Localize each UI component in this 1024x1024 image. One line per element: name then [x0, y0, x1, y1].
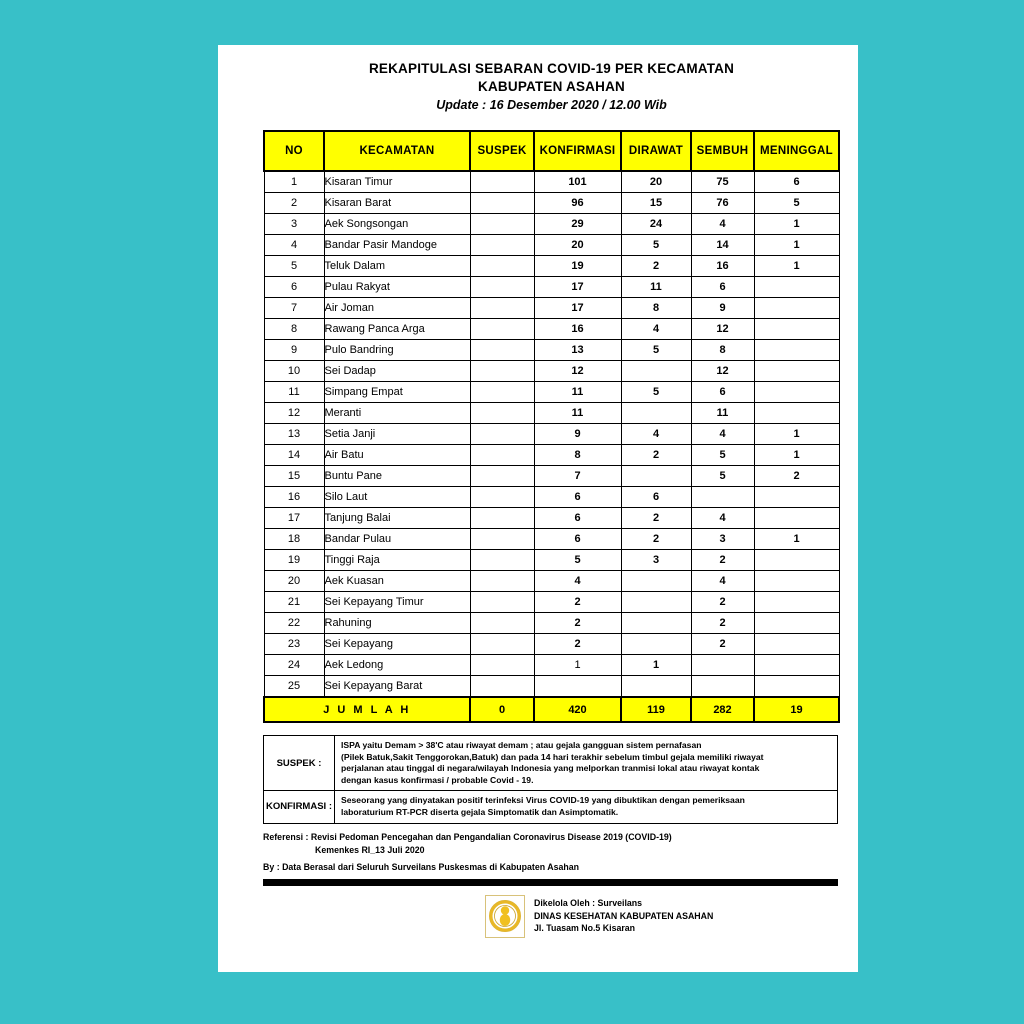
cell-no: 1 — [264, 171, 324, 193]
covid-recap-table — [263, 130, 840, 723]
cell-no: 4 — [264, 235, 324, 256]
cell-meninggal — [754, 382, 839, 403]
definition-text-line: dengan kasus konfirmasi / probable Covid - 19. — [341, 774, 534, 785]
cell-kecamatan: Rahuning — [324, 613, 470, 634]
cell-meninggal — [754, 298, 839, 319]
cell-suspek — [470, 571, 534, 592]
table-row — [264, 655, 839, 676]
cell-kecamatan: Sei Dadap — [324, 361, 470, 382]
cell-suspek — [470, 256, 534, 277]
table-row — [264, 277, 839, 298]
definition-text-line: laboraturium RT-PCR diserta gejala Simptomatik dan Asimptomatik. — [341, 806, 619, 817]
definition-label: SUSPEK : — [264, 736, 335, 791]
cell-sembuh — [691, 487, 754, 508]
cell-sembuh: 5 — [691, 445, 754, 466]
cell-suspek — [470, 382, 534, 403]
cell-kecamatan: Rawang Panca Arga — [324, 319, 470, 340]
cell-dirawat: 5 — [621, 382, 691, 403]
cell-konfirmasi: 96 — [534, 193, 621, 214]
cell-sembuh: 9 — [691, 298, 754, 319]
cell-no: 19 — [264, 550, 324, 571]
cell-sembuh: 2 — [691, 592, 754, 613]
total-dirawat: 119 — [621, 697, 691, 722]
cell-sembuh: 2 — [691, 550, 754, 571]
definition-text-line: Seseorang yang dinyatakan positif terinfeksi Virus COVID-19 yang dibuktikan dengan pemeriksaan — [341, 795, 745, 806]
footer-address: Jl. Tuasam No.5 Kisaran — [534, 923, 636, 934]
cell-kecamatan: Bandar Pulau — [324, 529, 470, 550]
cell-kecamatan: Sei Kepayang Timur — [324, 592, 470, 613]
cell-sembuh: 4 — [691, 508, 754, 529]
cell-no: 18 — [264, 529, 324, 550]
cell-dirawat: 4 — [621, 319, 691, 340]
cell-dirawat: 6 — [621, 487, 691, 508]
cell-suspek — [470, 277, 534, 298]
cell-suspek — [470, 529, 534, 550]
cell-kecamatan: Air Joman — [324, 298, 470, 319]
table-row — [264, 487, 839, 508]
cell-no: 9 — [264, 340, 324, 361]
cell-dirawat — [621, 676, 691, 698]
cell-meninggal — [754, 487, 839, 508]
cell-no: 8 — [264, 319, 324, 340]
cell-kecamatan: Sei Kepayang Barat — [324, 676, 470, 698]
cell-no: 21 — [264, 592, 324, 613]
cell-no: 14 — [264, 445, 324, 466]
cell-konfirmasi: 2 — [534, 592, 621, 613]
cell-suspek — [470, 235, 534, 256]
cell-kecamatan: Aek Songsongan — [324, 214, 470, 235]
cell-suspek — [470, 319, 534, 340]
cell-kecamatan: Setia Janji — [324, 424, 470, 445]
cell-meninggal: 2 — [754, 466, 839, 487]
page-title-line1: REKAPITULASI SEBARAN COVID-19 PER KECAMATAN — [368, 61, 735, 76]
table-row — [264, 424, 839, 445]
cell-dirawat: 1 — [621, 655, 691, 676]
cell-no: 15 — [264, 466, 324, 487]
cell-no: 12 — [264, 403, 324, 424]
cell-dirawat — [621, 634, 691, 655]
table-row — [264, 592, 839, 613]
cell-meninggal: 1 — [754, 445, 839, 466]
cell-sembuh: 6 — [691, 277, 754, 298]
cell-sembuh: 76 — [691, 193, 754, 214]
cell-dirawat: 2 — [621, 529, 691, 550]
cell-meninggal — [754, 508, 839, 529]
cell-dirawat — [621, 613, 691, 634]
cell-kecamatan: Kisaran Barat — [324, 193, 470, 214]
cell-suspek — [470, 445, 534, 466]
cell-sembuh: 8 — [691, 340, 754, 361]
column-header-suspek: SUSPEK — [470, 131, 534, 171]
cell-no: 16 — [264, 487, 324, 508]
cell-no: 5 — [264, 256, 324, 277]
definition-text-line: (Pilek Batuk,Sakit Tenggorokan,Batuk) dan pada 14 hari terakhir sebelum timbul gejala memiliki riwayat — [341, 751, 764, 762]
definition-text-line: ISPA yaitu Demam > 38'C atau riwayat demam ; atau gejala gangguan sistem pernafasan — [341, 740, 702, 750]
table-row — [264, 613, 839, 634]
cell-kecamatan: Kisaran Timur — [324, 171, 470, 193]
cell-dirawat — [621, 466, 691, 487]
cell-meninggal — [754, 634, 839, 655]
table-row — [264, 319, 839, 340]
cell-suspek — [470, 550, 534, 571]
cell-kecamatan: Aek Kuasan — [324, 571, 470, 592]
cell-kecamatan: Teluk Dalam — [324, 256, 470, 277]
column-header-kecamatan: KECAMATAN — [324, 131, 470, 171]
cell-dirawat: 5 — [621, 340, 691, 361]
cell-dirawat: 5 — [621, 235, 691, 256]
cell-konfirmasi: 12 — [534, 361, 621, 382]
column-header-dirawat: DIRAWAT — [621, 131, 691, 171]
cell-dirawat: 24 — [621, 214, 691, 235]
cell-suspek — [470, 655, 534, 676]
definition-row — [264, 791, 838, 823]
cell-konfirmasi: 9 — [534, 424, 621, 445]
definitions-body — [264, 736, 838, 824]
cell-sembuh: 4 — [691, 571, 754, 592]
cell-konfirmasi: 1 — [534, 655, 621, 676]
table-row — [264, 676, 839, 698]
cell-dirawat: 3 — [621, 550, 691, 571]
cell-sembuh: 2 — [691, 613, 754, 634]
cell-konfirmasi: 6 — [534, 529, 621, 550]
cell-sembuh: 11 — [691, 403, 754, 424]
cell-dirawat — [621, 361, 691, 382]
cell-meninggal — [754, 676, 839, 698]
table-row — [264, 529, 839, 550]
table-row — [264, 445, 839, 466]
cell-suspek — [470, 487, 534, 508]
cell-dirawat: 11 — [621, 277, 691, 298]
cell-meninggal: 1 — [754, 424, 839, 445]
cell-konfirmasi: 6 — [534, 487, 621, 508]
cell-kecamatan: Bandar Pasir Mandoge — [324, 235, 470, 256]
cell-dirawat: 15 — [621, 193, 691, 214]
cell-kecamatan: Aek Ledong — [324, 655, 470, 676]
cell-meninggal: 1 — [754, 235, 839, 256]
cell-konfirmasi: 8 — [534, 445, 621, 466]
update-timestamp: Update : 16 Desember 2020 / 12.00 Wib — [436, 98, 667, 112]
cell-meninggal: 1 — [754, 529, 839, 550]
reference-line-2: Kemenkes RI_13 Juli 2020 — [315, 844, 425, 855]
cell-no: 13 — [264, 424, 324, 445]
footer-text-block — [534, 897, 713, 935]
cell-konfirmasi: 17 — [534, 277, 621, 298]
cell-dirawat: 20 — [621, 171, 691, 193]
cell-konfirmasi: 20 — [534, 235, 621, 256]
table-row — [264, 634, 839, 655]
cell-no: 11 — [264, 382, 324, 403]
column-header-no: NO — [264, 131, 324, 171]
cell-konfirmasi: 11 — [534, 403, 621, 424]
cell-konfirmasi: 17 — [534, 298, 621, 319]
definition-text — [335, 791, 838, 823]
cell-dirawat: 2 — [621, 445, 691, 466]
cell-sembuh: 2 — [691, 634, 754, 655]
cell-konfirmasi: 2 — [534, 613, 621, 634]
cell-suspek — [470, 340, 534, 361]
cell-suspek — [470, 193, 534, 214]
column-header-konfirmasi: KONFIRMASI — [534, 131, 621, 171]
cell-no: 25 — [264, 676, 324, 698]
definitions-table — [263, 735, 838, 824]
cell-meninggal — [754, 613, 839, 634]
table-row — [264, 571, 839, 592]
cell-meninggal: 1 — [754, 214, 839, 235]
cell-dirawat — [621, 571, 691, 592]
cell-meninggal — [754, 655, 839, 676]
cell-meninggal — [754, 403, 839, 424]
cell-sembuh: 16 — [691, 256, 754, 277]
cell-meninggal — [754, 340, 839, 361]
cell-konfirmasi: 4 — [534, 571, 621, 592]
cell-no: 17 — [264, 508, 324, 529]
cell-no: 3 — [264, 214, 324, 235]
cell-suspek — [470, 171, 534, 193]
cell-no: 22 — [264, 613, 324, 634]
cell-suspek — [470, 214, 534, 235]
table-row — [264, 550, 839, 571]
cell-dirawat — [621, 403, 691, 424]
cell-meninggal — [754, 550, 839, 571]
cell-konfirmasi: 29 — [534, 214, 621, 235]
column-header-sembuh: SEMBUH — [691, 131, 754, 171]
cell-kecamatan: Meranti — [324, 403, 470, 424]
cell-dirawat — [621, 592, 691, 613]
cell-suspek — [470, 424, 534, 445]
definition-label: KONFIRMASI : — [264, 791, 335, 823]
total-konfirmasi: 420 — [534, 697, 621, 722]
cell-no: 6 — [264, 277, 324, 298]
cell-no: 20 — [264, 571, 324, 592]
table-row — [264, 382, 839, 403]
cell-dirawat: 8 — [621, 298, 691, 319]
cell-no: 23 — [264, 634, 324, 655]
document-content — [263, 60, 840, 938]
table-row — [264, 298, 839, 319]
table-total-row — [264, 697, 839, 722]
footer-managed-by: Dikelola Oleh : Surveilans — [534, 898, 643, 909]
table-header-row — [264, 131, 839, 171]
total-meninggal: 19 — [754, 697, 839, 722]
cell-suspek — [470, 298, 534, 319]
definition-text — [335, 736, 838, 791]
references-block — [263, 831, 840, 874]
cell-no: 24 — [264, 655, 324, 676]
cell-kecamatan: Simpang Empat — [324, 382, 470, 403]
cell-suspek — [470, 676, 534, 698]
table-row — [264, 340, 839, 361]
cell-dirawat: 2 — [621, 508, 691, 529]
cell-konfirmasi: 7 — [534, 466, 621, 487]
cell-kecamatan: Buntu Pane — [324, 466, 470, 487]
cell-sembuh: 3 — [691, 529, 754, 550]
cell-sembuh: 12 — [691, 361, 754, 382]
table-body — [264, 171, 839, 697]
definition-row — [264, 736, 838, 791]
total-sembuh: 282 — [691, 697, 754, 722]
document-footer — [263, 895, 840, 938]
cell-kecamatan: Silo Laut — [324, 487, 470, 508]
table-row — [264, 235, 839, 256]
cell-meninggal: 1 — [754, 256, 839, 277]
cell-konfirmasi: 101 — [534, 171, 621, 193]
page-title-line2: KABUPATEN ASAHAN — [478, 79, 625, 94]
cell-kecamatan: Pulo Bandring — [324, 340, 470, 361]
cell-sembuh: 6 — [691, 382, 754, 403]
cell-konfirmasi: 16 — [534, 319, 621, 340]
cell-kecamatan: Sei Kepayang — [324, 634, 470, 655]
cell-konfirmasi: 19 — [534, 256, 621, 277]
cell-dirawat: 4 — [621, 424, 691, 445]
cell-suspek — [470, 403, 534, 424]
reference-line-3: By : Data Berasal dari Seluruh Surveilans Puskesmas di Kabupaten Asahan — [263, 861, 579, 872]
definition-text-line: perjalanan atau tinggal di negara/wilayah Indonesia yang melporkan tranmisi lokal atau riwayat kontak — [341, 763, 760, 774]
cell-meninggal: 6 — [754, 171, 839, 193]
cell-sembuh: 14 — [691, 235, 754, 256]
footer-divider-bar — [263, 879, 838, 886]
cell-meninggal — [754, 319, 839, 340]
cell-meninggal — [754, 571, 839, 592]
document-page — [218, 45, 858, 972]
cell-kecamatan: Tinggi Raja — [324, 550, 470, 571]
cell-konfirmasi: 5 — [534, 550, 621, 571]
cell-konfirmasi: 13 — [534, 340, 621, 361]
cell-no: 2 — [264, 193, 324, 214]
dinas-kesehatan-logo-icon — [485, 895, 525, 938]
cell-sembuh — [691, 655, 754, 676]
table-row — [264, 256, 839, 277]
table-row — [264, 193, 839, 214]
cell-suspek — [470, 592, 534, 613]
cell-kecamatan: Tanjung Balai — [324, 508, 470, 529]
cell-meninggal — [754, 277, 839, 298]
cell-sembuh: 75 — [691, 171, 754, 193]
cell-sembuh: 4 — [691, 424, 754, 445]
cell-suspek — [470, 466, 534, 487]
cell-kecamatan: Air Batu — [324, 445, 470, 466]
cell-suspek — [470, 508, 534, 529]
cell-meninggal — [754, 592, 839, 613]
cell-dirawat: 2 — [621, 256, 691, 277]
document-header — [263, 60, 840, 114]
table-row — [264, 403, 839, 424]
cell-suspek — [470, 361, 534, 382]
cell-kecamatan: Pulau Rakyat — [324, 277, 470, 298]
footer-organization: DINAS KESEHATAN KABUPATEN ASAHAN — [534, 910, 714, 921]
cell-no: 10 — [264, 361, 324, 382]
table-row — [264, 361, 839, 382]
cell-sembuh: 5 — [691, 466, 754, 487]
cell-sembuh — [691, 676, 754, 698]
cell-konfirmasi: 11 — [534, 382, 621, 403]
cell-konfirmasi: 2 — [534, 634, 621, 655]
cell-meninggal — [754, 361, 839, 382]
table-row — [264, 466, 839, 487]
cell-sembuh: 4 — [691, 214, 754, 235]
cell-meninggal: 5 — [754, 193, 839, 214]
cell-suspek — [470, 634, 534, 655]
table-row — [264, 508, 839, 529]
cell-konfirmasi — [534, 676, 621, 698]
column-header-meninggal: MENINGGAL — [754, 131, 839, 171]
cell-no: 7 — [264, 298, 324, 319]
total-suspek: 0 — [470, 697, 534, 722]
reference-line-1: Referensi : Revisi Pedoman Pencegahan dan Pengandalian Coronavirus Disease 2019 (COVID-19) — [263, 831, 672, 842]
cell-sembuh: 12 — [691, 319, 754, 340]
cell-konfirmasi: 6 — [534, 508, 621, 529]
total-label: J U M L A H — [264, 697, 470, 722]
table-row — [264, 214, 839, 235]
table-row — [264, 171, 839, 193]
cell-suspek — [470, 613, 534, 634]
